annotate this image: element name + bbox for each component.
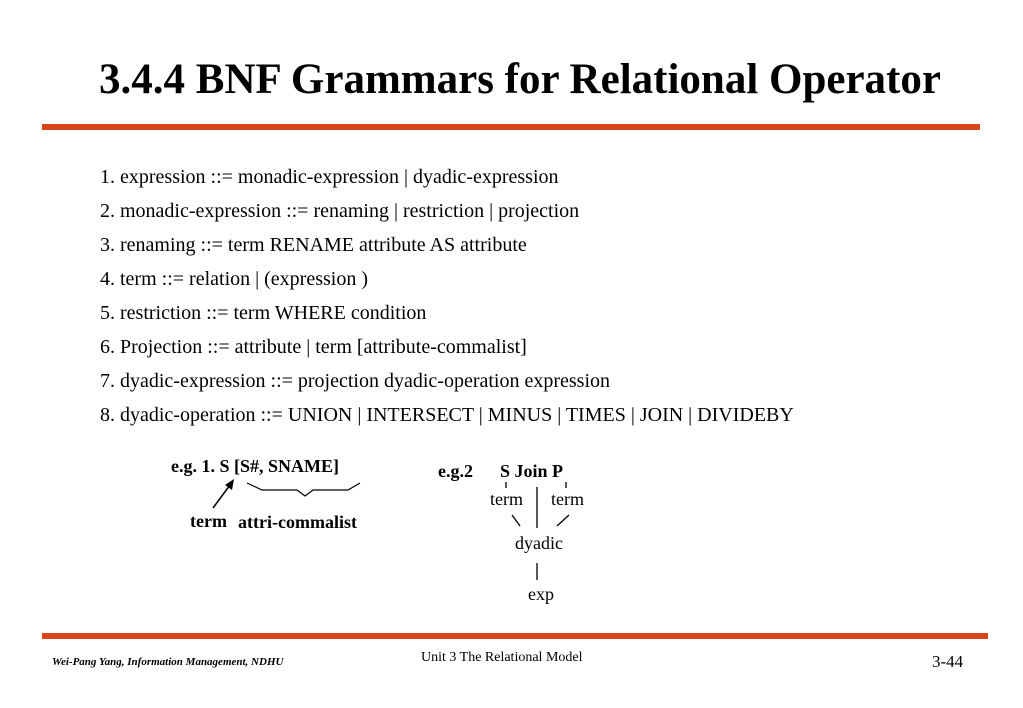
example2-right-term: term <box>551 489 584 509</box>
footer-unit: Unit 3 The Relational Model <box>421 650 583 665</box>
grammar-rule: 5. restriction ::= term WHERE condition <box>100 302 427 324</box>
grammar-rule: 7. dyadic-expression ::= projection dyadic-operation expression <box>100 370 611 392</box>
grammar-rule: 6. Projection ::= attribute | term [attribute-commalist] <box>100 336 527 358</box>
grammar-rule: 4. term ::= relation | (expression ) <box>100 268 368 290</box>
grammar-rule: 1. expression ::= monadic-expression | dyadic-expression <box>100 166 559 188</box>
footer-author: Wei-Pang Yang, Information Management, NDHU <box>52 656 284 668</box>
grammar-rule: 2. monadic-expression ::= renaming | restriction | projection <box>100 200 580 222</box>
example1-term-label: term <box>190 511 227 531</box>
page-number: 3-44 <box>932 652 964 671</box>
commalist-brace <box>247 483 360 496</box>
example2-dyadic-label: dyadic <box>515 533 563 553</box>
example2-expression: S Join P <box>500 461 564 481</box>
example1-expression: e.g. 1. S [S#, SNAME] <box>171 456 340 476</box>
join-tree <box>506 482 569 580</box>
grammar-rule: 3. renaming ::= term RENAME attribute AS attribute <box>100 234 527 256</box>
footer-divider <box>42 633 988 639</box>
example2-prefix: e.g.2 <box>438 461 473 481</box>
grammar-rule: 8. dyadic-operation ::= UNION | INTERSECT | MINUS | TIMES | JOIN | DIVIDEBY <box>100 404 794 426</box>
example2-left-term: term <box>490 489 523 509</box>
example1-commalist-label: attri-commalist <box>238 512 357 532</box>
term-arrow <box>213 479 234 508</box>
slide-title: 3.4.4 BNF Grammars for Relational Operator <box>99 56 941 103</box>
example2-exp-label: exp <box>528 584 554 604</box>
